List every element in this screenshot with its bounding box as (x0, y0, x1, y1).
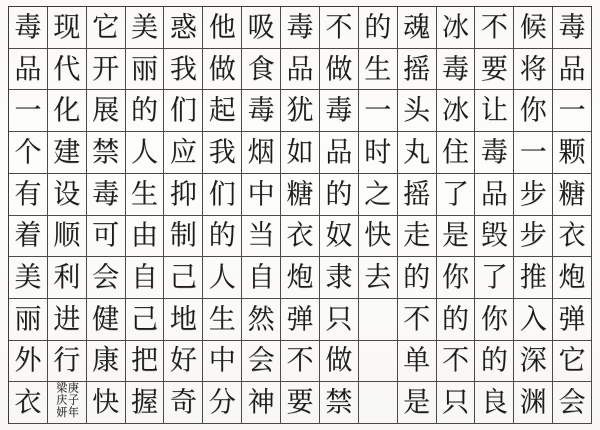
grid-character: 毒 (441, 53, 469, 85)
grid-character: 康 (92, 345, 120, 377)
grid-character: 候 (519, 11, 547, 44)
grid-cell (9, 174, 48, 216)
grid-cell (281, 132, 320, 174)
grid-character: 利 (53, 261, 81, 294)
grid-cell (320, 216, 359, 258)
grid-character: 隶 (325, 261, 353, 294)
grid-cell (475, 49, 514, 91)
grid-cell (359, 341, 398, 383)
grid-cell (437, 216, 476, 258)
grid-cell (320, 132, 359, 174)
grid-character: 们 (169, 94, 197, 127)
grid-cell (437, 174, 476, 216)
grid-cell (437, 341, 476, 383)
grid-cell (242, 7, 281, 49)
grid-cell (126, 132, 165, 174)
grid-character: 毒 (247, 94, 275, 127)
grid-cell (320, 382, 359, 424)
grid-cell (242, 216, 281, 258)
grid-cell (553, 174, 592, 216)
grid-cell (475, 132, 514, 174)
grid-character: 做 (325, 53, 353, 85)
grid-character: 然 (247, 303, 275, 336)
grid-cell (320, 257, 359, 299)
grid-cell (126, 299, 165, 341)
grid-character: 的 (403, 261, 431, 294)
grid-cell (126, 49, 165, 91)
grid-character: 分 (208, 386, 236, 419)
grid-cell (553, 7, 592, 49)
grid-character: 的 (131, 94, 159, 127)
grid-character: 单 (403, 345, 431, 377)
grid-character: 奇 (169, 386, 197, 419)
grid-cell (48, 49, 87, 91)
grid-cell (9, 132, 48, 174)
grid-character: 要 (286, 386, 314, 419)
grid-character: 将 (519, 53, 547, 85)
grid-character: 丽 (14, 303, 42, 336)
grid-cell (126, 216, 165, 258)
grid-cell (359, 90, 398, 132)
grid-cell (475, 7, 514, 49)
grid-character: 由 (131, 220, 159, 252)
grid-character: 的 (480, 345, 508, 377)
grid-character: 一 (519, 136, 547, 169)
grid-cell (437, 257, 476, 299)
grid-character: 我 (169, 53, 197, 85)
grid-cell (48, 7, 87, 49)
grid-cell (48, 299, 87, 341)
grid-character: 走 (403, 220, 431, 252)
grid-cell (87, 341, 126, 383)
grid-character: 弹 (286, 303, 314, 336)
grid-cell (359, 132, 398, 174)
grid-character: 的 (325, 178, 353, 210)
grid-character: 毁 (480, 220, 508, 252)
grid-cell (475, 257, 514, 299)
grid-cell (87, 216, 126, 258)
grid-cell (514, 174, 553, 216)
grid-character: 糖 (558, 178, 586, 210)
grid-character: 要 (480, 53, 508, 85)
grid-character: 己 (131, 303, 159, 336)
grid-cell (437, 382, 476, 424)
grid-character: 毒 (286, 11, 314, 44)
grid-character: 品 (480, 178, 508, 210)
grid-character: 不 (480, 11, 508, 44)
grid-character: 不 (441, 345, 469, 377)
grid-character: 之 (364, 178, 392, 210)
grid-character: 会 (247, 345, 275, 377)
grid-cell (437, 49, 476, 91)
grid-character: 衣 (286, 220, 314, 252)
grid-character: 不 (286, 345, 314, 377)
grid-cell (281, 257, 320, 299)
grid-character: 的 (441, 303, 469, 336)
grid-cell (203, 174, 242, 216)
grid-cell (398, 174, 437, 216)
grid-character: 着 (14, 220, 42, 252)
grid-character: 把 (131, 345, 159, 377)
grid-character: 不 (325, 11, 353, 44)
grid-character: 毒 (92, 178, 120, 210)
grid-character: 冰 (441, 94, 469, 127)
grid-character: 是 (403, 386, 431, 419)
grid-character: 们 (208, 178, 236, 210)
grid-cell (514, 382, 553, 424)
signature-text: 庚子年梁庆妍 (54, 382, 80, 419)
grid-character: 生 (364, 53, 392, 85)
grid-character: 衣 (558, 220, 586, 252)
grid-cell (359, 49, 398, 91)
grid-cell (281, 174, 320, 216)
grid-character: 建 (53, 136, 81, 169)
grid-character: 住 (441, 136, 469, 169)
grid-cell (164, 7, 203, 49)
grid-cell (320, 49, 359, 91)
grid-character: 中 (208, 345, 236, 377)
grid-character: 有 (14, 178, 42, 210)
grid-cell (203, 299, 242, 341)
grid-cell (475, 341, 514, 383)
grid-cell (9, 7, 48, 49)
grid-cell (398, 132, 437, 174)
grid-character: 设 (53, 178, 81, 210)
grid-character: 抑 (169, 178, 197, 210)
grid-character: 毒 (14, 11, 42, 44)
grid-cell (164, 257, 203, 299)
grid-character: 它 (92, 11, 120, 44)
grid-cell (242, 257, 281, 299)
grid-cell (553, 132, 592, 174)
grid-character: 开 (92, 53, 120, 85)
grid-character: 毒 (325, 94, 353, 127)
grid-cell (320, 341, 359, 383)
grid-cell (203, 7, 242, 49)
grid-cell (475, 174, 514, 216)
grid-character: 奴 (325, 220, 353, 252)
grid-character: 去 (364, 261, 392, 294)
grid-cell (281, 7, 320, 49)
grid-character: 行 (53, 345, 81, 377)
grid-cell (398, 90, 437, 132)
grid-cell (126, 7, 165, 49)
grid-cell (553, 90, 592, 132)
grid-cell (475, 216, 514, 258)
grid-character: 只 (325, 303, 353, 336)
grid-character: 神 (247, 386, 275, 419)
grid-cell (553, 341, 592, 383)
grid-cell (475, 90, 514, 132)
grid-character: 美 (131, 11, 159, 44)
grid-character: 一 (558, 94, 586, 127)
grid-cell (281, 49, 320, 91)
grid-character: 应 (169, 136, 197, 169)
grid-character: 冰 (441, 11, 469, 44)
grid-cell (87, 132, 126, 174)
grid-character: 渊 (519, 386, 547, 419)
grid-character: 犹 (286, 94, 314, 127)
grid-cell (242, 299, 281, 341)
grid-cell (87, 90, 126, 132)
grid-character: 让 (480, 94, 508, 127)
grid-cell (87, 299, 126, 341)
grid-character: 品 (325, 136, 353, 169)
grid-character: 步 (519, 178, 547, 210)
grid-cell (203, 49, 242, 91)
grid-character: 现 (53, 11, 81, 44)
grid-cell (87, 49, 126, 91)
grid-cell (553, 382, 592, 424)
grid-cell (126, 382, 165, 424)
grid-character: 快 (92, 386, 120, 419)
grid-cell (398, 341, 437, 383)
grid-character: 了 (480, 261, 508, 294)
grid-cell (48, 216, 87, 258)
grid-character: 如 (286, 136, 314, 169)
grid-cell (126, 174, 165, 216)
grid-cell (398, 49, 437, 91)
grid-cell (281, 90, 320, 132)
grid-cell (359, 299, 398, 341)
grid-character: 化 (53, 94, 81, 127)
grid-cell (514, 7, 553, 49)
grid-cell (203, 341, 242, 383)
grid-character: 了 (441, 178, 469, 210)
grid-cell (514, 49, 553, 91)
grid-cell (398, 299, 437, 341)
grid-cell (9, 299, 48, 341)
grid-cell (9, 382, 48, 424)
grid-cell (320, 90, 359, 132)
grid-character: 头 (403, 94, 431, 127)
grid-character: 做 (208, 53, 236, 85)
grid-cell (281, 382, 320, 424)
grid-character: 代 (53, 53, 81, 85)
grid-character: 一 (14, 94, 42, 127)
grid-cell (48, 341, 87, 383)
grid-character: 做 (325, 345, 353, 377)
grid-cell (9, 216, 48, 258)
grid-cell (242, 174, 281, 216)
grid-character: 它 (558, 345, 586, 377)
grid-cell (359, 382, 398, 424)
grid-character: 时 (364, 136, 392, 169)
grid-character: 丽 (131, 53, 159, 85)
grid-character: 健 (92, 303, 120, 336)
grid-cell (281, 216, 320, 258)
grid-character: 品 (286, 53, 314, 85)
grid-cell (398, 7, 437, 49)
grid-cell (359, 174, 398, 216)
grid-character: 你 (441, 261, 469, 294)
grid-cell (203, 216, 242, 258)
grid-character: 中 (247, 178, 275, 210)
grid-character: 握 (131, 386, 159, 419)
grid-cell (48, 132, 87, 174)
grid-character: 外 (14, 345, 42, 377)
grid-cell (126, 90, 165, 132)
grid-cell (437, 7, 476, 49)
grid-character: 己 (169, 261, 197, 294)
grid-cell (203, 382, 242, 424)
grid-character: 魂 (403, 11, 431, 44)
grid-character: 步 (519, 220, 547, 252)
grid-character: 摇 (403, 53, 431, 85)
grid-cell (164, 90, 203, 132)
grid-character: 品 (14, 53, 42, 85)
grid-cell (87, 174, 126, 216)
grid-cell (514, 257, 553, 299)
grid-cell (242, 132, 281, 174)
grid-character: 糖 (286, 178, 314, 210)
grid-cell (437, 90, 476, 132)
grid-cell (398, 216, 437, 258)
grid-character: 顺 (53, 220, 81, 252)
grid-character: 惑 (169, 11, 197, 44)
grid-cell (87, 7, 126, 49)
grid-character: 会 (92, 261, 120, 294)
grid-character: 生 (131, 178, 159, 210)
grid-cell (242, 382, 281, 424)
grid-cell (475, 299, 514, 341)
grid-character: 一 (364, 94, 392, 127)
grid-character: 展 (92, 94, 120, 127)
grid-character: 食 (247, 53, 275, 85)
grid-character: 丸 (403, 136, 431, 169)
grid-cell (9, 257, 48, 299)
grid-cell (359, 216, 398, 258)
grid-character: 摇 (403, 178, 431, 210)
grid-cell (359, 257, 398, 299)
grid-cell (475, 382, 514, 424)
grid-cell (48, 382, 87, 424)
grid-cell (9, 49, 48, 91)
grid-cell (320, 174, 359, 216)
grid-character: 不 (403, 303, 431, 336)
grid-cell (514, 90, 553, 132)
grid-character: 只 (441, 386, 469, 419)
grid-character: 你 (480, 303, 508, 336)
grid-character: 进 (53, 303, 81, 336)
grid-cell (281, 299, 320, 341)
grid-cell (48, 174, 87, 216)
grid-cell (553, 299, 592, 341)
grid-character: 个 (14, 136, 42, 169)
grid-cell (164, 132, 203, 174)
grid-character: 禁 (92, 136, 120, 169)
grid-character: 你 (519, 94, 547, 127)
grid-character: 推 (519, 261, 547, 294)
grid-character: 的 (208, 220, 236, 252)
grid-character: 生 (208, 303, 236, 336)
grid-cell (126, 341, 165, 383)
grid-character: 毒 (558, 11, 586, 44)
grid-cell (203, 90, 242, 132)
grid-cell (164, 341, 203, 383)
grid-cell (553, 216, 592, 258)
grid-character: 可 (92, 220, 120, 252)
grid-cell (514, 216, 553, 258)
grid-character: 人 (131, 136, 159, 169)
grid-cell (203, 132, 242, 174)
grid-character: 吸 (247, 11, 275, 44)
grid-cell (164, 382, 203, 424)
grid-character: 自 (247, 261, 275, 294)
grid-cell (398, 382, 437, 424)
grid-cell (242, 49, 281, 91)
grid-cell (359, 7, 398, 49)
grid-character: 是 (441, 220, 469, 252)
grid-cell (164, 299, 203, 341)
grid-cell (514, 299, 553, 341)
grid-character: 烟 (247, 136, 275, 169)
grid-character: 弹 (558, 303, 586, 336)
grid-character: 会 (558, 386, 586, 419)
grid-character: 炮 (558, 261, 586, 294)
grid-cell (514, 341, 553, 383)
character-grid (8, 6, 592, 424)
grid-cell (48, 257, 87, 299)
grid-character: 品 (558, 53, 586, 85)
grid-character: 地 (169, 303, 197, 336)
grid-character: 毒 (480, 136, 508, 169)
grid-character: 美 (14, 261, 42, 294)
grid-cell (9, 90, 48, 132)
grid-cell (398, 257, 437, 299)
grid-character: 他 (208, 11, 236, 44)
grid-cell (203, 257, 242, 299)
grid-character: 快 (364, 220, 392, 252)
grid-character: 自 (131, 261, 159, 294)
grid-character: 好 (169, 345, 197, 377)
grid-character: 颗 (558, 136, 586, 169)
grid-character: 的 (364, 11, 392, 44)
grid-cell (87, 382, 126, 424)
grid-cell (164, 216, 203, 258)
grid-character: 当 (247, 220, 275, 252)
grid-character: 衣 (14, 386, 42, 419)
grid-cell (281, 341, 320, 383)
grid-character: 良 (480, 386, 508, 419)
grid-cell (48, 90, 87, 132)
grid-character: 禁 (325, 386, 353, 419)
grid-cell (437, 299, 476, 341)
grid-cell (87, 257, 126, 299)
grid-character: 入 (519, 303, 547, 336)
grid-cell (9, 341, 48, 383)
grid-character: 起 (208, 94, 236, 127)
grid-cell (242, 90, 281, 132)
grid-cell (242, 341, 281, 383)
grid-character: 制 (169, 220, 197, 252)
grid-character: 人 (208, 261, 236, 294)
grid-cell (126, 257, 165, 299)
grid-character: 我 (208, 136, 236, 169)
grid-cell (320, 299, 359, 341)
grid-cell (164, 49, 203, 91)
grid-cell (164, 174, 203, 216)
grid-character: 炮 (286, 261, 314, 294)
grid-cell (553, 49, 592, 91)
grid-cell (553, 257, 592, 299)
grid-cell (514, 132, 553, 174)
grid-character: 深 (519, 345, 547, 377)
grid-cell (437, 132, 476, 174)
grid-cell (320, 7, 359, 49)
